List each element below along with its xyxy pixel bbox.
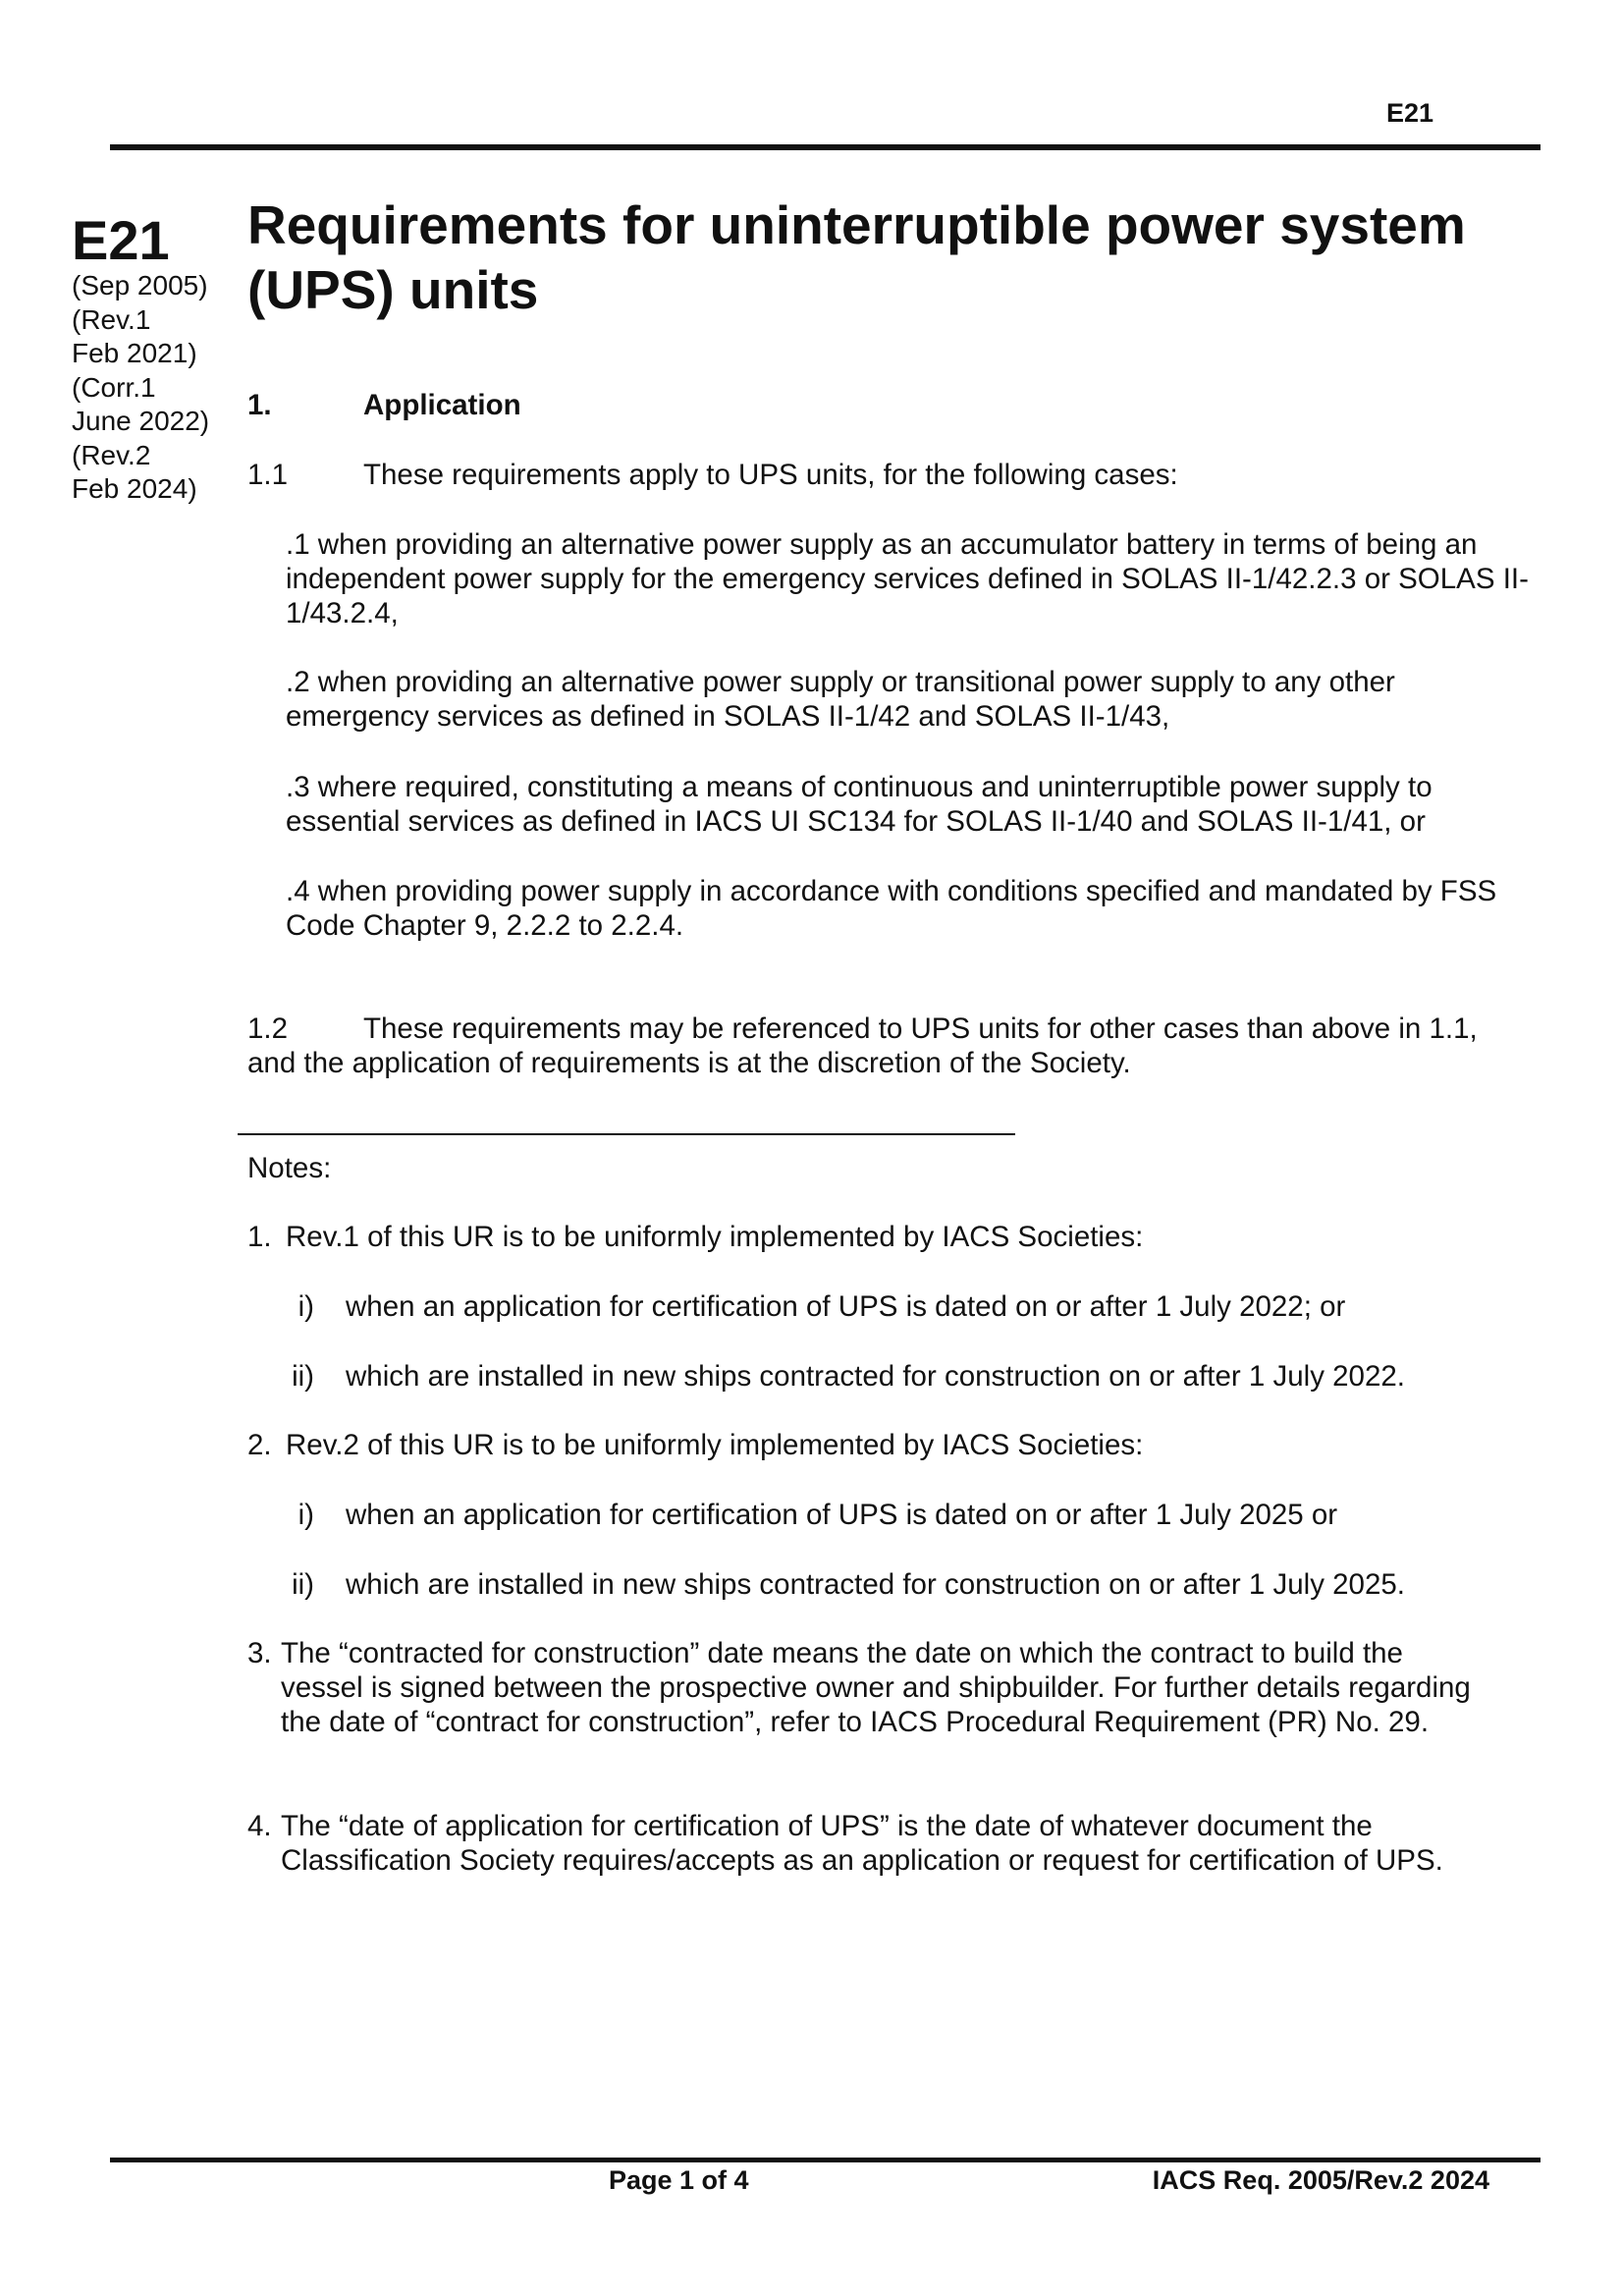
revision-line: (Sep 2005) xyxy=(72,270,208,301)
revision-line: Feb 2024) xyxy=(72,473,197,504)
paragraph-text: These requirements apply to UPS units, for the following cases: xyxy=(363,459,1178,491)
note-number: 2. xyxy=(247,1429,272,1461)
revision-history xyxy=(72,269,248,507)
note-number: 1. xyxy=(247,1221,272,1253)
note-number: 3. xyxy=(247,1637,272,1669)
application-case-item: .1 when providing an alternative power supply as an accumulator battery in terms of being an independent power supply for the emergency services defined in SOLAS II-1/42.2.3 or SOLAS II-1/43.2.4, xyxy=(286,528,1529,629)
footer-rule xyxy=(110,2158,1541,2162)
revision-line: (Corr.1 xyxy=(72,371,156,403)
application-case-item: .2 when providing an alternative power supply or transitional power supply to any other emergency services as defined in SOLAS II-1/42 and SOLAS II-1/43, xyxy=(286,666,1395,733)
note-number: 4. xyxy=(247,1810,272,1842)
note-sub-number: ii) xyxy=(292,1360,314,1393)
note-text: The “contracted for construction” date means the date on which the contract to build the vessel is signed between the prospective owner and shipbuilder. For further details regarding the date of “contract for construction”, refer to IACS Procedural Requirement (PR) No. 29. xyxy=(281,1637,1471,1738)
note-sub-number: ii) xyxy=(292,1568,314,1601)
header-rule xyxy=(110,144,1541,150)
note-text: Rev.1 of this UR is to be uniformly implemented by IACS Societies: xyxy=(286,1221,1144,1253)
notes-divider xyxy=(238,1133,1015,1135)
sidebar-code: E21 xyxy=(72,209,170,271)
section-title: Application xyxy=(363,389,521,421)
notes-title: Notes: xyxy=(247,1152,332,1184)
note-text: Rev.2 of this UR is to be uniformly implemented by IACS Societies: xyxy=(286,1429,1144,1461)
note-sub-text: when an application for certification of UPS is dated on or after 1 July 2022; or xyxy=(346,1290,1346,1323)
note-sub-text: when an application for certification of UPS is dated on or after 1 July 2025 or xyxy=(346,1499,1338,1531)
paragraph-text: These requirements may be referenced to UPS units for other cases than above in 1.1, and the application of requirements is at the discretion of the Society. xyxy=(247,1012,1478,1079)
revision-line: Feb 2021) xyxy=(72,338,197,368)
header-code: E21 xyxy=(1385,98,1433,128)
revision-line: (Rev.1 xyxy=(72,303,151,335)
section-number: 1. xyxy=(247,389,272,421)
note-text: The “date of application for certification of UPS” is the date of whatever document the Classification Society requires/accepts as an application or request for certification of UPS. xyxy=(281,1810,1443,1877)
paragraph-number: 1.2 xyxy=(247,1012,289,1045)
application-case-item: .4 when providing power supply in accordance with conditions specified and mandated by FSS Code Chapter 9, 2.2.2 to 2.2.4. xyxy=(286,875,1497,942)
note-sub-text: which are installed in new ships contracted for construction on or after 1 July 2025. xyxy=(346,1568,1405,1601)
note-sub-number: i) xyxy=(297,1499,314,1531)
page-number: Page 1 of 4 xyxy=(609,2165,749,2195)
revision-line: (Rev.2 xyxy=(72,439,151,470)
note-sub-text: which are installed in new ships contracted for construction on or after 1 July 2022. xyxy=(346,1360,1405,1393)
application-case-item: .3 where required, constituting a means of continuous and uninterruptible power supply to essential services as defined in IACS UI SC134 for SOLAS II-1/40 and SOLAS II-1/41, or xyxy=(286,771,1433,838)
paragraph-1-2 xyxy=(247,1011,1524,1080)
paragraph-number: 1.1 xyxy=(247,459,289,491)
document-reference: IACS Req. 2005/Rev.2 2024 xyxy=(1152,2165,1489,2195)
note-sub-number: i) xyxy=(297,1290,314,1323)
document-title: Requirements for uninterruptible power system (UPS) units xyxy=(247,194,1466,320)
revision-line: June 2022) xyxy=(72,406,210,436)
